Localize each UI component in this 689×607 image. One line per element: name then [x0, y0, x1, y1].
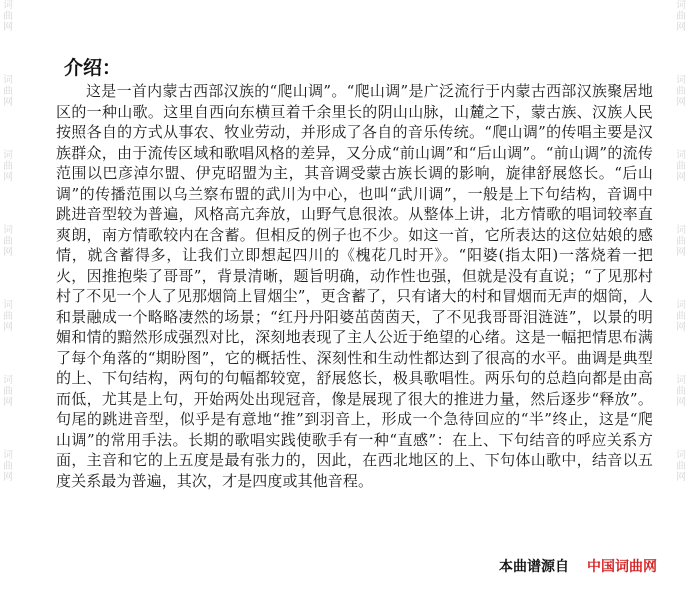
watermark-char: 网	[3, 172, 13, 183]
watermark-word	[3, 0, 13, 33]
watermark-char: 词	[676, 75, 686, 86]
watermark-char: 词	[3, 375, 13, 386]
watermark-char: 词	[676, 0, 686, 11]
watermark-char: 网	[3, 22, 13, 33]
watermark-char: 曲	[3, 236, 13, 247]
watermark-char: 词	[676, 150, 686, 161]
watermark-char: 词	[676, 450, 686, 461]
watermark-char: 曲	[3, 11, 13, 22]
watermark-char: 词	[3, 150, 13, 161]
watermark-char: 曲	[3, 461, 13, 472]
watermark-char: 网	[676, 97, 686, 108]
watermark-char: 词	[3, 450, 13, 461]
source-attribution	[499, 557, 657, 577]
intro-body-text: 这是一首内蒙古西部汉族的“爬山调”。“爬山调”是广泛流行于内蒙古西部汉族聚居地区的一种山歌。这里自西向东横亘着千余里长的阴山山脉，山麓之下，蒙古族、汉族人民按照各自的方式从事农、牧业劳动，并形成了各自的音乐传统。“爬山调”的传唱主要是汉族群众，由于流传区域和歌唱风格的差异，又分成“前山调”和“后山调”。“前山调”的流传范围以巴彦淖尔盟、伊克昭盟为主，其音调受蒙古族长调的影响，旋律舒展悠长。“后山调”的传播范围以乌兰察布盟的武川为中心，也叫“武川调”，一般是上下句结构，音调中跳进音型较为普遍，风格高亢奔放，山野气息很浓。从整体上讲，北方情歌的唱词较率直爽朗，南方情歌较内在含蓄。但相反的例子也不少。如这一首，它所表达的这位姑娘的感情，就含蓄得多，让我们立即想起四川的《槐花几时开》。“阳婆(指太阳)一落烧着一把火，因推抱柴了哥哥”，背景清晰，题旨明确，动作性也强，但就是没有直说；“了见那村村了不见一个人了见那烟筒上冒烟尘”，更含蓄了，只有诸大的村和冒烟而无声的烟筒，人和景融成一个略略凄然的场景；“红丹丹阳婆茁茵茵天，了不见我哥哥泪涟涟”，以景的明媚和情的黯然形成强烈对比，深刻地表现了主人公近于绝望的心绪。这是一幅把情思布满了每个角落的“期盼图”，它的概括性、深刻性和生动性都达到了很高的水平。曲调是典型的上、下句结构，两句的句幅都较宽，舒展悠长，极具歌唱性。两乐句的总趋向都是由高而低，尤其是上句，开始两处出现冠音，像是展现了很大的推进力量，然后逐步“释放”。句尾的跳进音型，似乎是有意地“推”到羽音上，形成一个急待回应的“半”终止，这是“爬山调”的常用手法。长期的歌唱实践使歌手有一种“直感”：在上、下句结音的呼应关系方面，主音和它的上五度是最有张力的，因此，在西北地区的上、下句体山歌中，结音以五度关系最为普遍，其次，才是四度或其他音程。	[56, 82, 653, 490]
watermark-char: 曲	[676, 386, 686, 397]
watermark-char: 网	[676, 22, 686, 33]
watermark-char: 曲	[676, 311, 686, 322]
watermark-char: 网	[3, 322, 13, 333]
watermark-word	[676, 450, 686, 483]
watermark-char: 网	[3, 397, 13, 408]
source-site-link[interactable]: 中国词曲网	[587, 559, 657, 575]
source-label: 本曲谱源自	[499, 559, 569, 575]
watermark-char: 曲	[676, 461, 686, 472]
watermark-word	[676, 375, 686, 408]
watermark-char: 网	[676, 172, 686, 183]
watermark-word	[676, 75, 686, 108]
watermark-char: 曲	[676, 161, 686, 172]
watermark-char: 曲	[676, 236, 686, 247]
watermark-char: 曲	[3, 86, 13, 97]
watermark-char: 网	[676, 322, 686, 333]
watermark-word	[676, 150, 686, 183]
watermark-char: 词	[676, 375, 686, 386]
watermark-char: 曲	[676, 11, 686, 22]
watermark-char: 曲	[676, 86, 686, 97]
watermark-char: 词	[3, 225, 13, 236]
watermark-char: 网	[676, 472, 686, 483]
watermark-word	[3, 300, 13, 333]
watermark-word	[3, 450, 13, 483]
watermark-char: 词	[3, 300, 13, 311]
watermark-char: 曲	[3, 161, 13, 172]
watermark-column-left	[0, 0, 16, 607]
watermark-char: 词	[3, 0, 13, 11]
watermark-char: 词	[3, 75, 13, 86]
watermark-char: 网	[3, 472, 13, 483]
watermark-char: 曲	[3, 386, 13, 397]
watermark-char: 网	[676, 397, 686, 408]
watermark-char: 词	[676, 225, 686, 236]
watermark-char: 词	[676, 300, 686, 311]
watermark-word	[3, 375, 13, 408]
watermark-word	[676, 0, 686, 33]
watermark-word	[3, 75, 13, 108]
watermark-word	[676, 225, 686, 258]
watermark-char: 网	[676, 247, 686, 258]
watermark-char: 网	[3, 97, 13, 108]
watermark-char: 网	[3, 247, 13, 258]
watermark-word	[3, 225, 13, 258]
watermark-word	[676, 300, 686, 333]
watermark-word	[3, 150, 13, 183]
watermark-column-right	[673, 0, 689, 607]
watermark-char: 曲	[3, 311, 13, 322]
intro-heading: 介绍：	[64, 57, 122, 79]
